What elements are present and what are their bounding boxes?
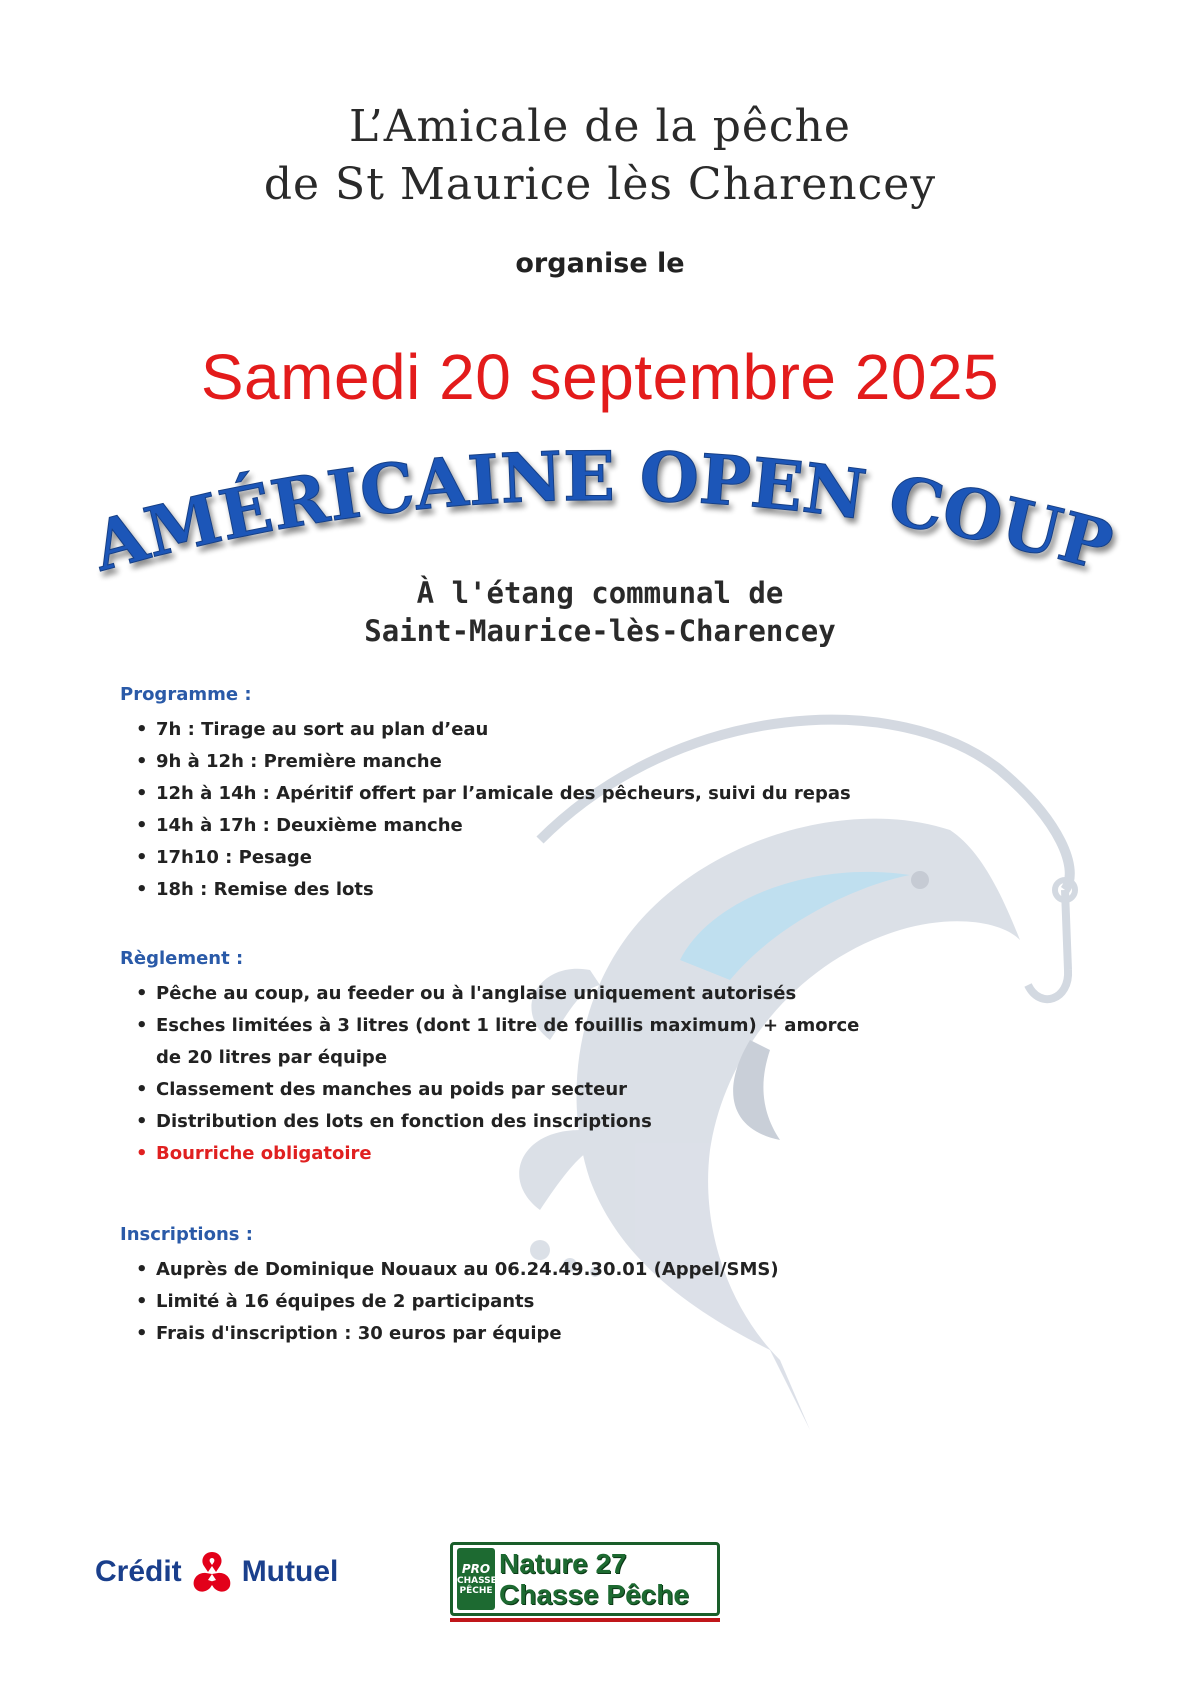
reglement-heading: Règlement : <box>120 948 244 969</box>
credit-mutuel-word-2: Mutuel <box>241 1555 339 1588</box>
inscriptions-list <box>120 1254 880 1350</box>
nature27-logo <box>450 1542 720 1616</box>
list-item-mandatory: • Bourriche obligatoire <box>120 1138 880 1170</box>
event-date: Samedi 20 septembre 2025 <box>200 341 1000 413</box>
bullet-icon: • <box>136 847 148 868</box>
credit-mutuel-logo <box>95 1548 338 1596</box>
nature27-text <box>499 1548 689 1610</box>
bullet-icon: • <box>136 815 148 836</box>
bullet-icon: • <box>136 1079 148 1100</box>
list-item: • 18h : Remise des lots <box>120 874 880 906</box>
svg-text:AMÉRICAINE OPEN COUP <box>83 437 1120 588</box>
bullet-icon: • <box>136 1323 148 1344</box>
list-item: • Classement des manches au poids par secteur <box>120 1074 880 1106</box>
list-item: • Auprès de Dominique Nouaux au 06.24.49.30.01 (Appel/SMS) <box>120 1254 880 1286</box>
venue-line-2: Saint-Maurice-lès-Charencey <box>364 614 836 648</box>
bullet-icon: • <box>136 879 148 900</box>
bullet-icon: • <box>136 1111 148 1132</box>
bullet-icon: • <box>136 1291 148 1312</box>
organise-label: organise le <box>515 248 685 279</box>
credit-mutuel-word-1: Crédit <box>95 1555 182 1588</box>
pro-chasse-peche-badge: PRO CHASSE PÊCHE <box>457 1548 495 1610</box>
programme-heading: Programme : <box>120 684 252 705</box>
venue-line-1: À l'étang communal de <box>416 576 784 610</box>
nature27-underline <box>450 1618 720 1622</box>
list-item: • Distribution des lots en fonction des inscriptions <box>120 1106 880 1138</box>
organizer-line-1: L’Amicale de la pêche <box>349 101 851 152</box>
organizer-title <box>0 98 1200 214</box>
bullet-icon: • <box>136 1015 148 1036</box>
bullet-icon: • <box>136 983 148 1004</box>
list-item: • Frais d'inscription : 30 euros par équipe <box>120 1318 880 1350</box>
bullet-icon: • <box>136 719 148 740</box>
reglement-list <box>120 978 880 1170</box>
venue <box>0 574 1200 650</box>
event-title: AMÉRICAINE OPEN COUP <box>84 436 1121 588</box>
organizer-line-2: de St Maurice lès Charencey <box>263 159 937 210</box>
list-item: • 7h : Tirage au sort au plan d’eau <box>120 714 880 746</box>
inscriptions-heading: Inscriptions : <box>120 1224 253 1245</box>
programme-list <box>120 714 880 906</box>
nature27-line-2: Chasse Pêche <box>499 1579 689 1610</box>
list-item: • 9h à 12h : Première manche <box>120 746 880 778</box>
list-item: • 14h à 17h : Deuxième manche <box>120 810 880 842</box>
bullet-icon: • <box>136 1143 148 1164</box>
list-item: • Pêche au coup, au feeder ou à l'anglaise uniquement autorisés <box>120 978 880 1010</box>
list-item: • Limité à 16 équipes de 2 participants <box>120 1286 880 1318</box>
bullet-icon: • <box>136 1259 148 1280</box>
list-item: • Esches limitées à 3 litres (dont 1 litre de fouillis maximum) + amorce de 20 litres par équipe <box>120 1010 880 1074</box>
list-item: • 17h10 : Pesage <box>120 842 880 874</box>
event-title-graphic <box>0 430 1200 590</box>
list-item: • 12h à 14h : Apéritif offert par l’amicale des pêcheurs, suivi du repas <box>120 778 880 810</box>
bullet-icon: • <box>136 783 148 804</box>
credit-mutuel-symbol-icon <box>190 1550 234 1594</box>
bullet-icon: • <box>136 751 148 772</box>
nature27-line-1: Nature 27 <box>499 1548 627 1579</box>
